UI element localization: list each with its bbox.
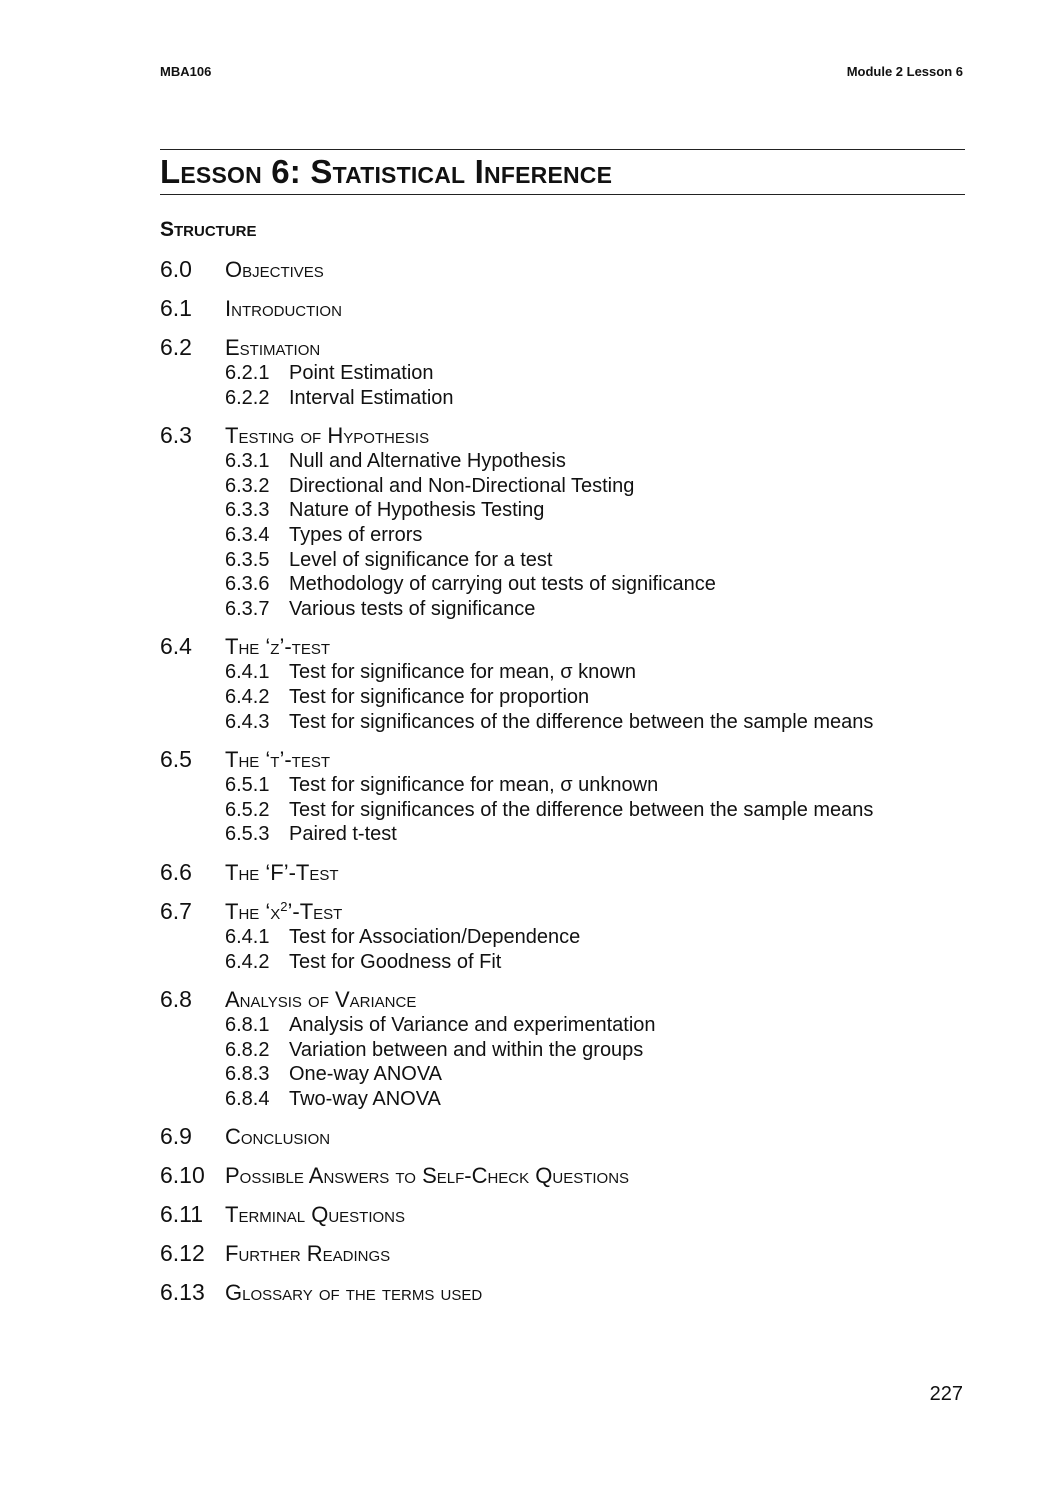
section-number: 6.3	[160, 422, 192, 449]
toc-subsection-row	[160, 798, 960, 823]
subsection-number: 6.3.7	[225, 597, 270, 620]
structure-heading: Structure	[160, 218, 257, 241]
subsection-title: Null and Alternative Hypothesis	[289, 450, 566, 473]
section-title	[225, 898, 342, 925]
subsection-title: Test for significance for mean, σ known	[289, 661, 636, 684]
subsection-number: 6.3.6	[225, 573, 270, 596]
subsection-title: Paired t-test	[289, 823, 397, 846]
subsection-number: 6.3.5	[225, 548, 270, 571]
subsection-title: Variation between and within the groups	[289, 1038, 644, 1061]
section-title-text: The ‘t’-test	[225, 747, 330, 773]
toc-section-row	[160, 295, 960, 322]
toc-subsection-row	[160, 361, 960, 386]
section-title-text: Introduction	[225, 296, 342, 321]
toc-subsection-row	[160, 386, 960, 411]
toc-subsection-row	[160, 925, 960, 950]
section-title	[225, 334, 320, 361]
subsection-title: Test for Goodness of Fit	[289, 950, 502, 973]
toc-subsection-row	[160, 449, 960, 474]
section-title-text: Objectives	[225, 257, 324, 282]
subsection-title: Test for significance for proportion	[289, 685, 590, 708]
subsection-title: Test for significances of the difference between the sample means	[289, 798, 874, 821]
subsection-number: 6.4.2	[225, 950, 270, 973]
subsection-number: 6.5.3	[225, 823, 270, 846]
section-title-text: Possible Answers to Self-Check Questions	[225, 1163, 630, 1189]
section-title-text: The ‘F’-Test	[225, 859, 339, 885]
header-module-lesson: Module 2 Lesson 6	[846, 64, 963, 79]
section-number: 6.5	[160, 746, 192, 773]
section-title-text: Terminal Questions	[225, 1202, 406, 1228]
section-number: 6.7	[160, 897, 192, 924]
section-number: 6.10	[160, 1162, 205, 1189]
subsection-title: Point Estimation	[289, 362, 434, 384]
toc-subsection-row	[160, 710, 960, 735]
section-title	[225, 986, 416, 1013]
table-of-contents	[160, 256, 960, 1318]
toc-section-row	[160, 334, 960, 361]
toc-section	[160, 1240, 960, 1267]
toc-subsection-row	[160, 572, 960, 597]
toc-section	[160, 986, 960, 1111]
toc-section-row	[160, 986, 960, 1013]
toc-section	[160, 256, 960, 283]
toc-section	[160, 1279, 960, 1306]
section-title	[225, 1201, 405, 1228]
toc-subsection-row	[160, 597, 960, 622]
toc-section	[160, 633, 960, 734]
section-number: 6.8	[160, 986, 192, 1013]
subsection-number: 6.3.1	[225, 450, 270, 473]
section-title	[225, 746, 330, 773]
section-title	[225, 1123, 330, 1150]
section-title	[225, 1162, 629, 1189]
subsection-title: Two-way ANOVA	[289, 1087, 441, 1110]
toc-section-row	[160, 1123, 960, 1150]
section-title	[225, 1240, 390, 1267]
subsection-number: 6.4.3	[225, 710, 270, 733]
subsection-title: Interval Estimation	[289, 386, 454, 409]
toc-section-row	[160, 1201, 960, 1228]
subsection-title: Test for significance for mean, σ unknown	[289, 774, 659, 797]
section-title-text: Testing of Hypothesis	[225, 423, 430, 449]
toc-subsection-row	[160, 685, 960, 710]
toc-section	[160, 334, 960, 410]
section-title-suffix: ’-Test	[287, 898, 343, 924]
subsection-number: 6.2.1	[225, 362, 270, 384]
subsection-title: Methodology of carrying out tests of significance	[289, 573, 716, 596]
section-title	[225, 1279, 482, 1306]
toc-section	[160, 746, 960, 847]
toc-section	[160, 1201, 960, 1228]
toc-section-row	[160, 898, 960, 925]
subsection-number: 6.4.2	[225, 685, 270, 708]
toc-section	[160, 1123, 960, 1150]
toc-subsection-row	[160, 1038, 960, 1063]
subsection-title: Nature of Hypothesis Testing	[289, 499, 545, 522]
section-title-text: Further Readings	[225, 1241, 391, 1267]
subsection-title: Level of significance for a test	[289, 548, 553, 571]
section-number: 6.11	[160, 1201, 204, 1228]
section-title	[225, 633, 330, 660]
section-title-text: Estimation	[225, 335, 321, 360]
section-number: 6.12	[160, 1240, 205, 1267]
subsection-number: 6.8.2	[225, 1038, 270, 1061]
toc-subsection-row	[160, 1062, 960, 1087]
toc-subsection-row	[160, 474, 960, 499]
toc-section-row	[160, 1279, 960, 1306]
subsection-number: 6.4.1	[225, 661, 270, 684]
subsection-number: 6.5.2	[225, 798, 270, 821]
toc-subsection-row	[160, 950, 960, 975]
subsection-number: 6.4.1	[225, 925, 270, 948]
toc-section	[160, 859, 960, 886]
title-bottom-rule	[160, 194, 965, 195]
toc-subsection-row	[160, 498, 960, 523]
section-number: 6.13	[160, 1279, 205, 1306]
page-number: 227	[929, 1383, 963, 1405]
subsection-title: Various tests of significance	[289, 597, 536, 620]
section-number: 6.9	[160, 1123, 192, 1150]
section-number: 6.1	[160, 295, 192, 321]
toc-section-row	[160, 859, 960, 886]
toc-section-row	[160, 422, 960, 449]
section-title	[225, 422, 429, 449]
toc-section	[160, 295, 960, 322]
toc-section	[160, 898, 960, 974]
section-number: 6.6	[160, 858, 192, 885]
toc-subsection-row	[160, 773, 960, 798]
title-top-rule	[160, 149, 965, 150]
toc-section-row	[160, 1162, 960, 1189]
section-title-text: The ‘z’-test	[225, 634, 330, 660]
section-number: 6.4	[160, 633, 192, 660]
subsection-title: One-way ANOVA	[289, 1063, 443, 1086]
section-number: 6.2	[160, 334, 192, 360]
subsection-number: 6.2.2	[225, 386, 270, 409]
toc-subsection-row	[160, 822, 960, 847]
section-title-text: The ‘χ	[225, 898, 281, 924]
toc-section-row	[160, 256, 960, 283]
subsection-number: 6.5.1	[225, 774, 270, 797]
subsection-title: Directional and Non-Directional Testing	[289, 474, 635, 497]
section-title-text: Analysis of Variance	[225, 987, 417, 1013]
section-title-text: Glossary of the terms used	[225, 1280, 483, 1306]
section-title-superscript: 2	[280, 898, 288, 914]
subsection-title: Test for Association/Dependence	[289, 925, 581, 948]
subsection-number: 6.3.4	[225, 523, 270, 546]
toc-section-row	[160, 633, 960, 660]
toc-section-row	[160, 1240, 960, 1267]
toc-section	[160, 1162, 960, 1189]
toc-subsection-row	[160, 1087, 960, 1112]
subsection-number: 6.8.3	[225, 1063, 270, 1086]
section-title	[225, 256, 324, 283]
section-title	[225, 859, 339, 886]
toc-subsection-row	[160, 660, 960, 685]
toc-subsection-row	[160, 1013, 960, 1038]
subsection-number: 6.8.1	[225, 1014, 270, 1037]
toc-section-row	[160, 746, 960, 773]
subsection-title: Types of errors	[289, 523, 423, 546]
toc-section	[160, 422, 960, 621]
section-title-text: Conclusion	[225, 1124, 331, 1150]
section-title	[225, 295, 342, 322]
subsection-title: Test for significances of the difference between the sample means	[289, 710, 874, 733]
subsection-title: Analysis of Variance and experimentation	[289, 1014, 656, 1037]
toc-subsection-row	[160, 523, 960, 548]
section-number: 6.0	[160, 256, 192, 282]
page-title: Lesson 6: Statistical Inference	[160, 153, 613, 190]
subsection-number: 6.3.2	[225, 474, 270, 497]
subsection-number: 6.8.4	[225, 1087, 270, 1110]
header-course-code: MBA106	[160, 64, 212, 79]
subsection-number: 6.3.3	[225, 499, 270, 522]
toc-subsection-row	[160, 548, 960, 573]
